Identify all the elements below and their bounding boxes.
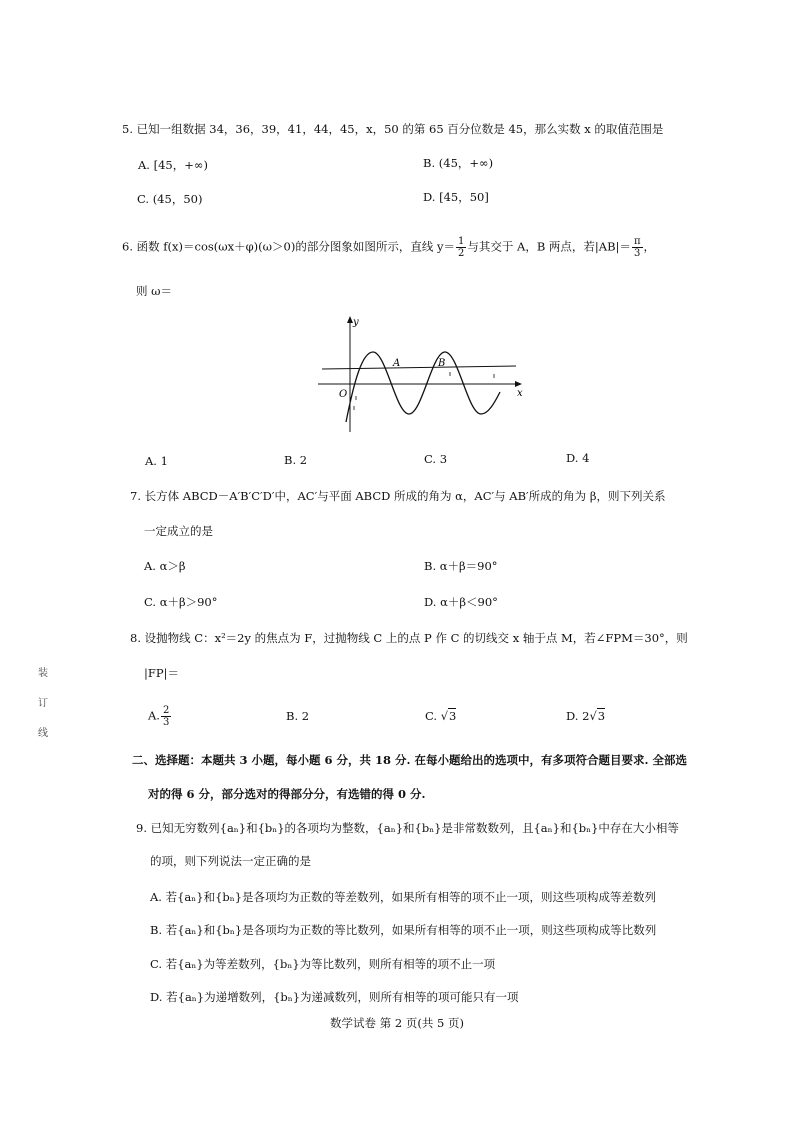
q8-option-d-radicand: 3 (597, 709, 606, 723)
q5-option-a: A. [45，+∞) (138, 158, 208, 172)
q8-option-c-prefix: C. √ (425, 709, 449, 723)
q6-stem-part-c: ， (643, 239, 656, 254)
q6-stem-part-a: 6. 函数 f(x)＝cos(ωx＋φ)(ω＞0)的部分图象如图所示，直线 y＝ (122, 239, 455, 254)
label-b: B (438, 358, 446, 369)
q6-option-b: B. 2 (284, 453, 308, 467)
q8-option-c-radicand: 3 (449, 709, 457, 723)
section-2-heading: 二、选择题：本题共 3 小题，每小题 6 分，共 18 分. 在每小题给出的选项中，有多项符合题目要求. 全部选 (132, 753, 688, 767)
x-axis-arrow (515, 381, 522, 387)
line-y-half (322, 366, 516, 369)
q5-option-b: B. (45，+∞) (423, 156, 494, 170)
q6-cosine-graph (310, 312, 530, 434)
q8-option-b: B. 2 (286, 709, 310, 723)
q9-option-a: A. 若{aₙ}和{bₙ}是各项均为正数的等差数列，如果所有相等的项不止一项，则这些项构成等差数列 (150, 890, 657, 904)
cosine-curve (346, 352, 500, 422)
q6-option-c: C. 3 (424, 452, 448, 466)
margin-mark-3: 线 (38, 728, 48, 739)
section-2-heading-line2: 对的得 6 分，部分选对的得部分分，有选错的得 0 分. (148, 787, 426, 801)
q8-stem: 8. 设抛物线 C：x²＝2y 的焦点为 F，过抛物线 C 上的点 P 作 C 的切线交 x 轴于点 M，若∠FPM＝30°，则 (130, 631, 688, 645)
q8-option-d (566, 708, 605, 724)
q7-option-d: D. α＋β＜90° (424, 595, 498, 609)
label-x: x (517, 388, 523, 399)
q6-fraction-half (456, 236, 466, 259)
page-footer: 数学试卷 第 2 页(共 5 页) (330, 1016, 464, 1030)
q5-option-c: C. (45，50) (137, 192, 203, 206)
q7-option-b: B. α＋β＝90° (424, 559, 498, 573)
q7-stem: 7. 长方体 ABCD－A′B′C′D′中，AC′与平面 ABCD 所成的角为 α，AC′与 AB′所成的角为 β，则下列关系 (130, 489, 666, 503)
q6-fraction-pi-third (632, 236, 643, 259)
q6-frac1-den: 2 (457, 248, 465, 259)
q8-option-a (148, 705, 172, 728)
q8-option-a-prefix: A. (148, 708, 160, 723)
q9-stem-line2: 的项，则下列说法一定正确的是 (150, 854, 311, 868)
q8-stem-line2: |FP|＝ (144, 666, 179, 680)
q6-stem-line2: 则 ω＝ (136, 284, 173, 298)
q7-option-a: A. α＞β (144, 559, 186, 573)
q8-option-c (425, 708, 456, 724)
q9-option-c: C. 若{aₙ}为等差数列，{bₙ}为等比数列，则所有相等的项不止一项 (150, 957, 496, 971)
label-y: y (353, 317, 359, 328)
q6-frac2-num: π (633, 236, 641, 247)
q5-stem: 5. 已知一组数据 34，36，39，41，44，45，x，50 的第 65 百分位数是 45，那么实数 x 的取值范围是 (122, 122, 664, 136)
q8-option-a-fraction (161, 705, 171, 728)
q9-option-d: D. 若{aₙ}为递增数列，{bₙ}为递减数列，则所有相等的项可能只有一项 (150, 990, 519, 1004)
q6-option-a: A. 1 (145, 454, 168, 468)
q9-stem: 9. 已知无穷数列{aₙ}和{bₙ}的各项均为整数，{aₙ}和{bₙ}是非常数数列，且{aₙ}和{bₙ}中存在大小相等 (136, 821, 679, 835)
margin-mark-1: 装 (38, 668, 48, 679)
q6-option-d: D. 4 (566, 451, 590, 465)
q8-option-d-prefix: D. 2√ (566, 709, 597, 723)
q8-option-a-num: 2 (162, 705, 170, 716)
q6-frac1-num: 1 (457, 236, 465, 247)
q8-option-a-den: 3 (162, 717, 170, 728)
q7-option-c: C. α＋β＞90° (144, 595, 218, 609)
margin-mark-2: 订 (38, 698, 48, 709)
label-a: A (393, 358, 401, 369)
q6-stem-part-b: 与其交于 A，B 两点，若|AB|＝ (467, 239, 631, 254)
q5-option-d: D. [45，50] (423, 190, 489, 204)
label-origin: O (339, 389, 348, 400)
q7-stem-line2: 一定成立的是 (144, 524, 213, 538)
q9-option-b: B. 若{aₙ}和{bₙ}是各项均为正数的等比数列，如果所有相等的项不止一项，则这些项构成等比数列 (150, 923, 657, 937)
q6-frac2-den: 3 (634, 248, 641, 259)
q6-stem (122, 236, 655, 259)
